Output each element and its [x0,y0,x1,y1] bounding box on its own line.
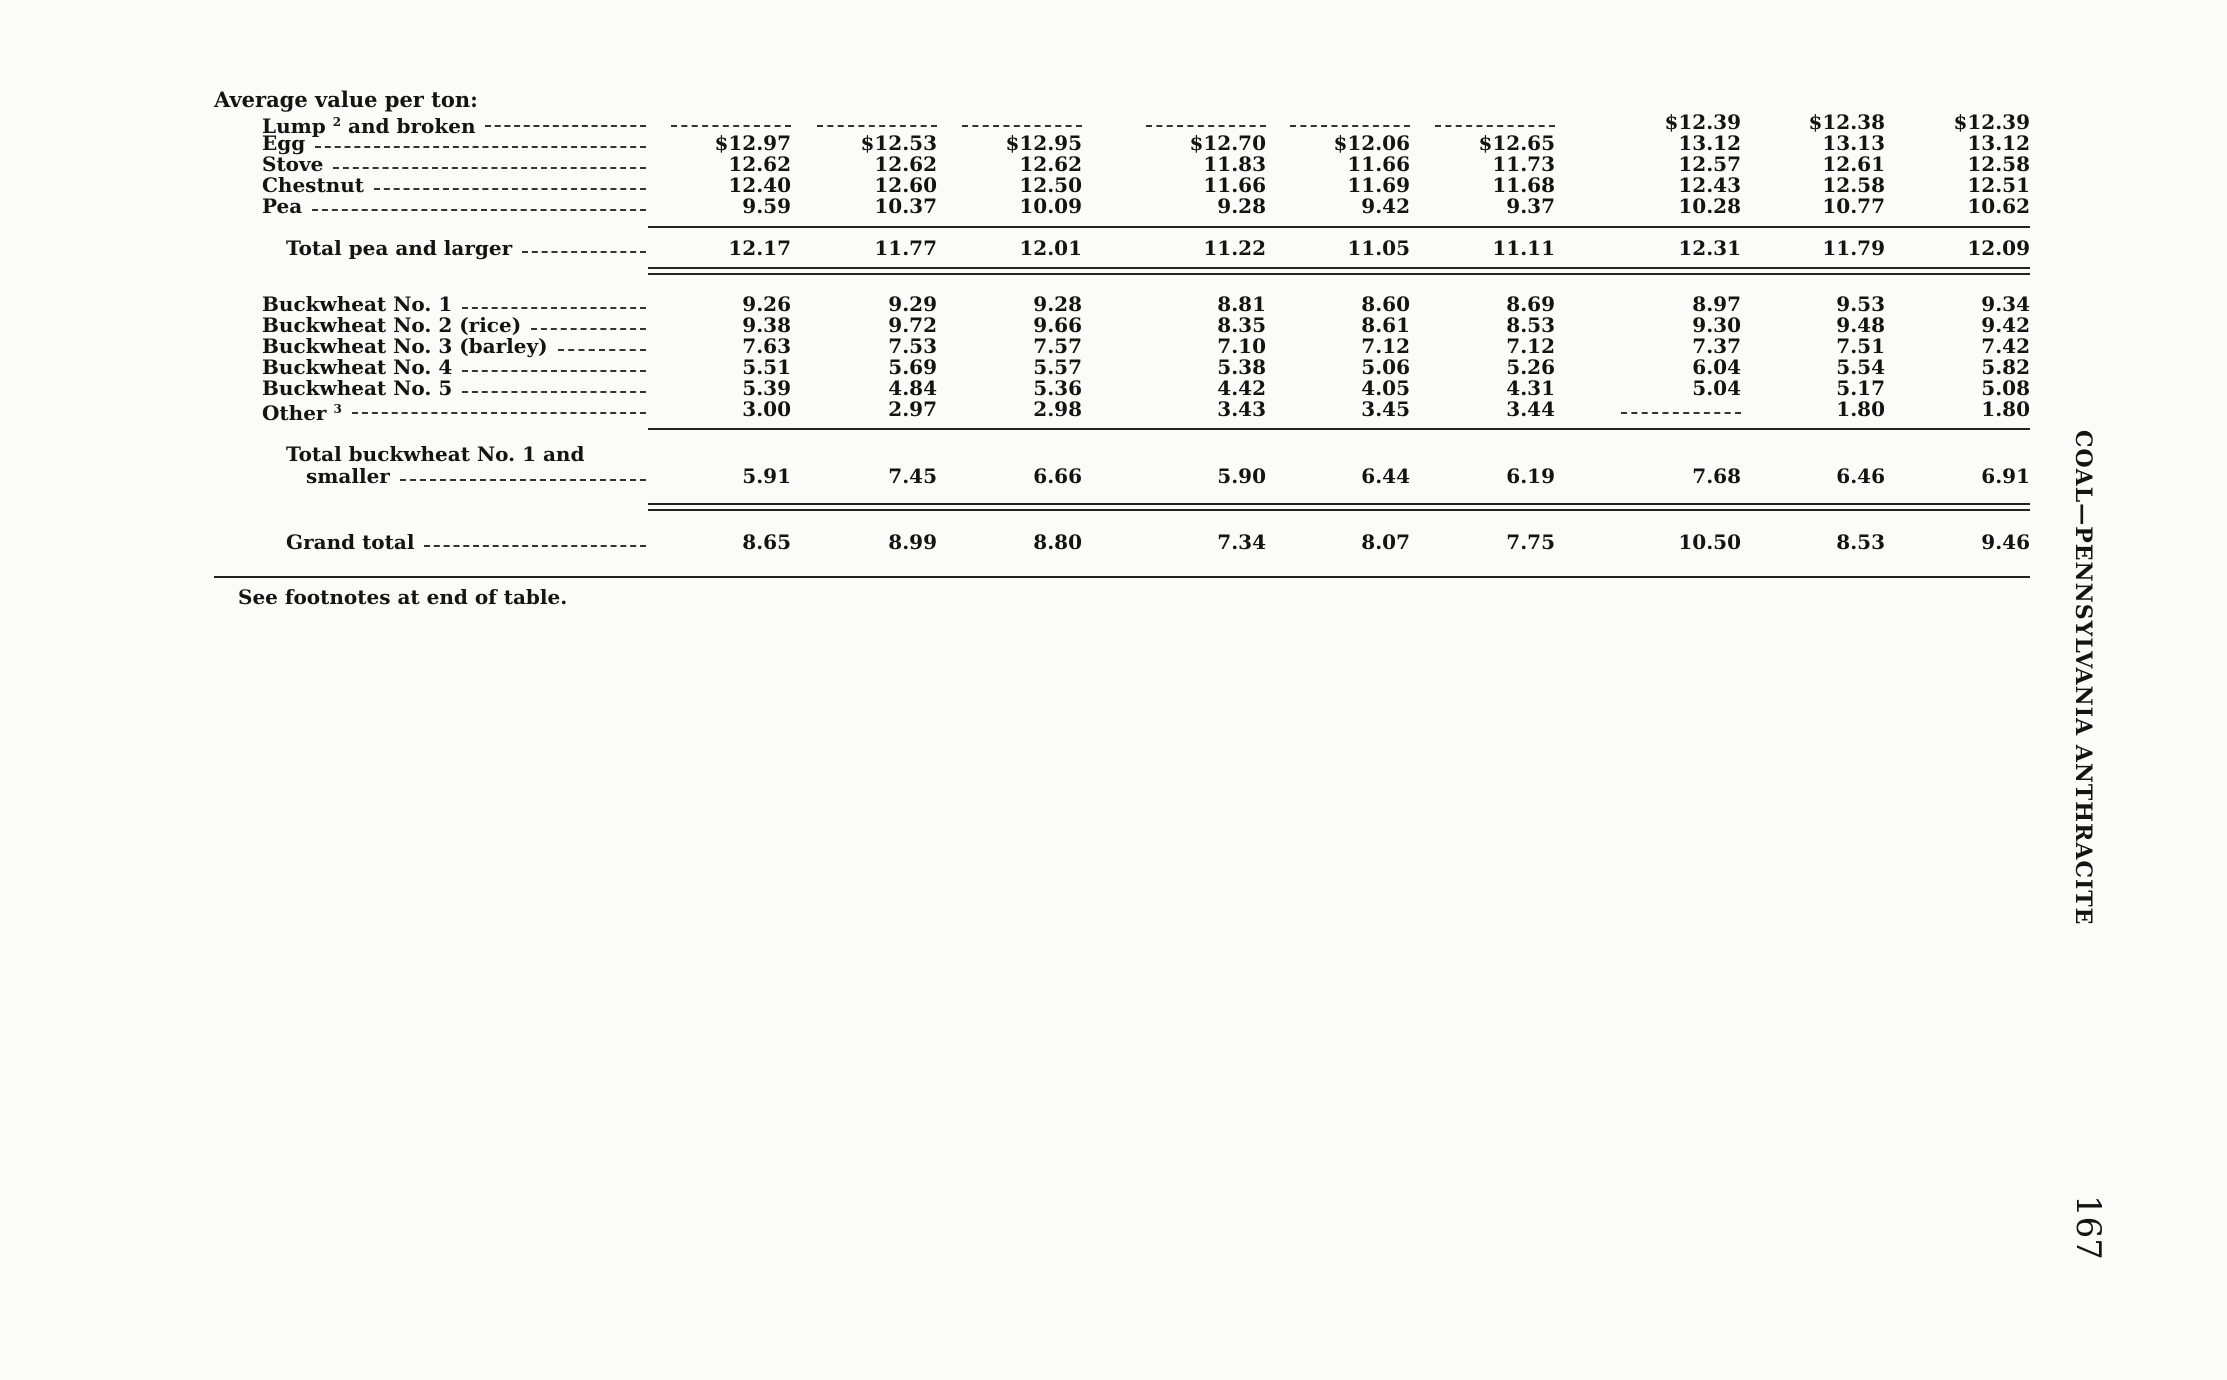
table-cell: 3.43 [1217,397,1266,421]
table-cell: 10.28 [1678,194,1741,218]
table-cell: 1.80 [1836,397,1885,421]
table-cell: 7.75 [1506,530,1555,554]
table-cell: 5.08 [1981,376,2030,400]
table-cell: 2.98 [1033,397,1082,421]
table-row [0,314,2227,336]
row-label-text: Buckwheat No. 1 [262,292,453,316]
table-row [0,174,2227,196]
row-label [262,335,548,357]
table-cell: 4.31 [1506,376,1555,400]
leader-dots [400,479,646,481]
table-cell: 4.42 [1217,376,1266,400]
table-cell: 10.62 [1967,194,2030,218]
leader-dots [485,125,646,127]
table-cell: $12.65 [1478,131,1555,155]
row-label [286,531,414,553]
table-cell: 11.11 [1492,236,1555,260]
table-cell: 12.40 [728,173,791,197]
table-cell: $12.95 [1005,131,1082,155]
table-cell: 8.81 [1217,292,1266,316]
table-cell: 5.51 [742,355,791,379]
table-cell: 7.51 [1836,334,1885,358]
table-cell: 11.69 [1347,173,1410,197]
table-cell: 4.05 [1361,376,1410,400]
row-label [286,237,512,259]
table-row [0,397,2227,425]
table-cell: 11.22 [1203,236,1266,260]
table-cell: 5.04 [1692,376,1741,400]
row-label-suffix: and broken [348,114,476,138]
table-cell: 10.50 [1678,530,1741,554]
leader-dots [374,188,646,190]
row-label-text: Lump [262,114,326,138]
leader-dots [333,167,646,169]
table-cell: $12.39 [1953,110,2030,134]
row-label-text: Stove [262,152,324,176]
table-cell: 6.66 [1033,464,1082,488]
row-label-text: Buckwheat No. 2 (rice) [262,313,522,337]
leader-dots [462,307,646,309]
row-label [262,132,305,154]
row-label-text: Egg [262,131,306,155]
table-cell: 8.99 [888,530,937,554]
table-cell: 9.37 [1506,194,1555,218]
leader-dots [424,545,646,547]
table-cell: 8.80 [1033,530,1082,554]
no-data-dash [1290,125,1410,127]
table-cell: 12.62 [1019,152,1082,176]
table-cell: 12.58 [1967,152,2030,176]
table-cell: 6.04 [1692,355,1741,379]
table-cell: 7.42 [1981,334,2030,358]
leader-dots [352,412,646,414]
table-cell: $12.39 [1664,110,1741,134]
table-row [0,377,2227,399]
table-cell: 5.38 [1217,355,1266,379]
table-rule [648,267,2030,269]
no-data-dash [671,125,791,127]
table-cell: 9.53 [1836,292,1885,316]
table-cell: 5.39 [742,376,791,400]
leader-dots [558,349,646,351]
table-cell: 3.44 [1506,397,1555,421]
table-cell: 5.54 [1836,355,1885,379]
no-data-dash [962,125,1082,127]
table-cell: 7.53 [888,334,937,358]
table-cell: 9.66 [1033,313,1082,337]
table-cell: 6.44 [1361,464,1410,488]
leader-dots [312,209,646,211]
table-cell: 11.73 [1492,152,1555,176]
table-row [0,531,2227,553]
table-cell: 1.80 [1981,397,2030,421]
table-cell: 9.46 [1981,530,2030,554]
row-label [262,398,342,424]
table-cell: 7.12 [1361,334,1410,358]
table-cell: 11.68 [1492,173,1555,197]
table-cell: 8.53 [1506,313,1555,337]
table-cell: 5.06 [1361,355,1410,379]
table-cell: 7.45 [888,464,937,488]
table-cell: 5.90 [1217,464,1266,488]
table-cell: 8.07 [1361,530,1410,554]
table-cell: 5.91 [742,464,791,488]
table-cell: $12.70 [1189,131,1266,155]
table-cell: 8.97 [1692,292,1741,316]
table-cell: 7.68 [1692,464,1741,488]
table-cell: 13.12 [1967,131,2030,155]
table-cell: 12.01 [1019,236,1082,260]
row-label-continued: smaller [306,464,390,488]
running-title: COAL—PENNSYLVANIA ANTHRACITE [2070,430,2096,926]
table-row [0,356,2227,378]
table-cell: 8.53 [1836,530,1885,554]
table-cell: 11.77 [874,236,937,260]
table-cell: 12.51 [1967,173,2030,197]
table-cell: 12.17 [728,236,791,260]
row-label: Total buckwheat No. 1 and [286,442,585,466]
table-cell: 9.30 [1692,313,1741,337]
table-cell: $12.38 [1808,110,1885,134]
no-data-dash [1621,412,1741,414]
table-cell: 12.09 [1967,236,2030,260]
table-cell: $12.06 [1333,131,1410,155]
leader-dots [522,251,646,253]
table-cell: $12.53 [860,131,937,155]
table-row [0,132,2227,154]
table-cell: 9.28 [1217,194,1266,218]
table-cell: 13.13 [1822,131,1885,155]
leader-dots [462,391,646,393]
table-cell: 5.82 [1981,355,2030,379]
table-cell: 12.31 [1678,236,1741,260]
footnote-marker: 3 [333,402,342,416]
table-cell: 12.50 [1019,173,1082,197]
table-row [0,335,2227,357]
no-data-dash [1146,125,1266,127]
table-cell: 6.19 [1506,464,1555,488]
leader-dots [315,146,646,148]
row-label [262,195,302,217]
table-cell: 9.42 [1981,313,2030,337]
table-cell: 12.43 [1678,173,1741,197]
table-cell: 12.60 [874,173,937,197]
row-label [262,293,452,315]
table-cell: 8.35 [1217,313,1266,337]
table-cell: 7.10 [1217,334,1266,358]
table-cell: 9.38 [742,313,791,337]
table-cell: 9.29 [888,292,937,316]
table-cell: 12.61 [1822,152,1885,176]
table-cell: 5.17 [1836,376,1885,400]
table-cell: 8.60 [1361,292,1410,316]
leader-dots [462,370,646,372]
table-cell: $12.97 [714,131,791,155]
table-cell: 9.28 [1033,292,1082,316]
table-rule [648,509,2030,511]
table-cell: 9.72 [888,313,937,337]
row-label-text: Buckwheat No. 5 [262,376,453,400]
table-rule [648,428,2030,430]
no-data-dash [817,125,937,127]
table-cell: 7.57 [1033,334,1082,358]
table-cell: 10.09 [1019,194,1082,218]
footnote: See footnotes at end of table. [238,585,568,609]
table-cell: 11.83 [1203,152,1266,176]
table-cell: 5.36 [1033,376,1082,400]
table-cell: 9.34 [1981,292,2030,316]
table-cell: 5.69 [888,355,937,379]
row-label-text: Grand total [286,530,415,554]
table-cell: 11.66 [1347,152,1410,176]
row-label-text: Buckwheat No. 4 [262,355,453,379]
footnote-marker: 2 [332,115,342,129]
table-row [0,195,2227,217]
table-cell: 11.79 [1822,236,1885,260]
row-label [262,356,452,378]
row-label-text: Chestnut [262,173,365,197]
table-cell: 5.26 [1506,355,1555,379]
table-cell: 7.63 [742,334,791,358]
table-cell: 11.05 [1347,236,1410,260]
no-data-dash [1435,125,1555,127]
row-label-text: Other [262,401,327,425]
table-row [0,237,2227,259]
row-label [262,174,364,196]
row-label [262,377,452,399]
leader-dots [531,328,646,330]
table-cell: 12.62 [874,152,937,176]
table-row [0,110,2227,138]
table-row [0,153,2227,175]
table-cell: 9.59 [742,194,791,218]
table-cell: 3.45 [1361,397,1410,421]
table-cell: 6.46 [1836,464,1885,488]
table-cell: 12.57 [1678,152,1741,176]
table-rule [214,576,2030,578]
table-cell: 12.58 [1822,173,1885,197]
table-cell: 8.65 [742,530,791,554]
table-rule [648,503,2030,505]
table-cell: 8.69 [1506,292,1555,316]
table-cell: 10.77 [1822,194,1885,218]
row-label-text: Total pea and larger [286,236,513,260]
table-heading: Average value per ton: [214,87,478,112]
table-cell: 7.34 [1217,530,1266,554]
table-cell: 9.48 [1836,313,1885,337]
table-cell: 7.12 [1506,334,1555,358]
row-label-text: Buckwheat No. 3 (barley) [262,334,548,358]
table-rule [648,273,2030,275]
table-cell: 12.62 [728,152,791,176]
table-cell: 7.37 [1692,334,1741,358]
table-cell: 4.84 [888,376,937,400]
table-rule [648,226,2030,228]
table-row [0,442,2227,488]
row-label-text: Pea [262,194,303,218]
table-cell: 9.42 [1361,194,1410,218]
table-cell: 13.12 [1678,131,1741,155]
table-row [0,293,2227,315]
table-cell: 11.66 [1203,173,1266,197]
table-cell: 3.00 [742,397,791,421]
table-cell: 9.26 [742,292,791,316]
table-cell: 10.37 [874,194,937,218]
row-label [262,314,521,336]
table-cell: 6.91 [1981,464,2030,488]
row-label [262,153,323,175]
table-cell: 8.61 [1361,313,1410,337]
table-cell: 5.57 [1033,355,1082,379]
table-cell: 2.97 [888,397,937,421]
page-number: 167 [2068,1195,2108,1260]
